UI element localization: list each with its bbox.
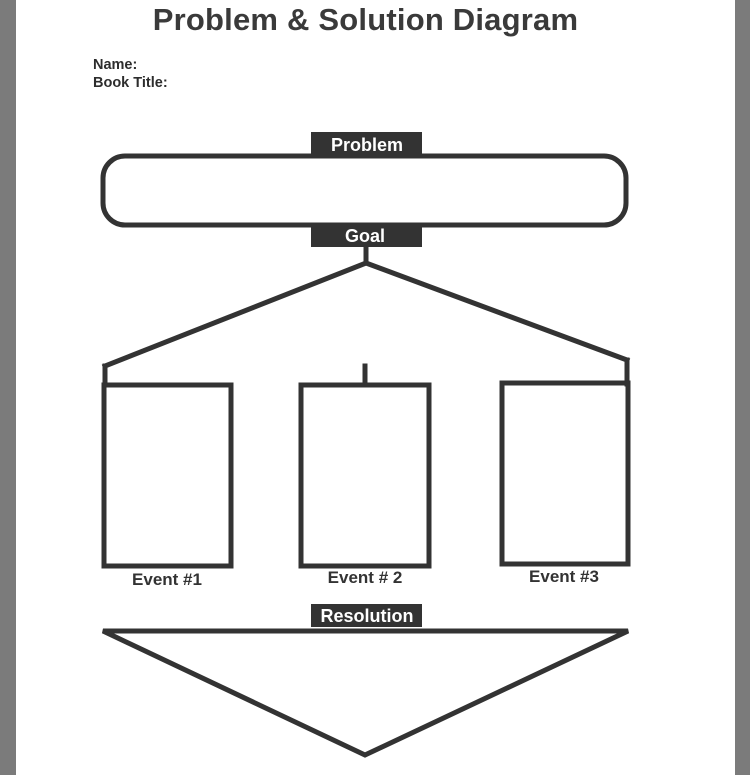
event-label-2: Event # 2 (327, 568, 403, 587)
worksheet-page (16, 0, 735, 775)
page-title: Problem & Solution Diagram (152, 2, 579, 37)
name-field-label: Name: (93, 57, 138, 73)
event-box-2[interactable] (301, 385, 429, 566)
problem-solution-diagram (16, 0, 735, 775)
event-label-1: Event #1 (132, 570, 202, 589)
resolution-label: Resolution (320, 606, 414, 626)
problem-box[interactable] (103, 156, 626, 225)
event-box-1[interactable] (104, 385, 231, 566)
problem-label: Problem (330, 135, 404, 155)
event-label-3: Event #3 (529, 567, 599, 586)
goal-connector-lines (105, 247, 627, 384)
event-box-3[interactable] (502, 383, 628, 564)
book-title-field-label: Book Title: (93, 75, 168, 91)
resolution-triangle[interactable] (103, 631, 628, 755)
goal-label: Goal (344, 226, 386, 246)
